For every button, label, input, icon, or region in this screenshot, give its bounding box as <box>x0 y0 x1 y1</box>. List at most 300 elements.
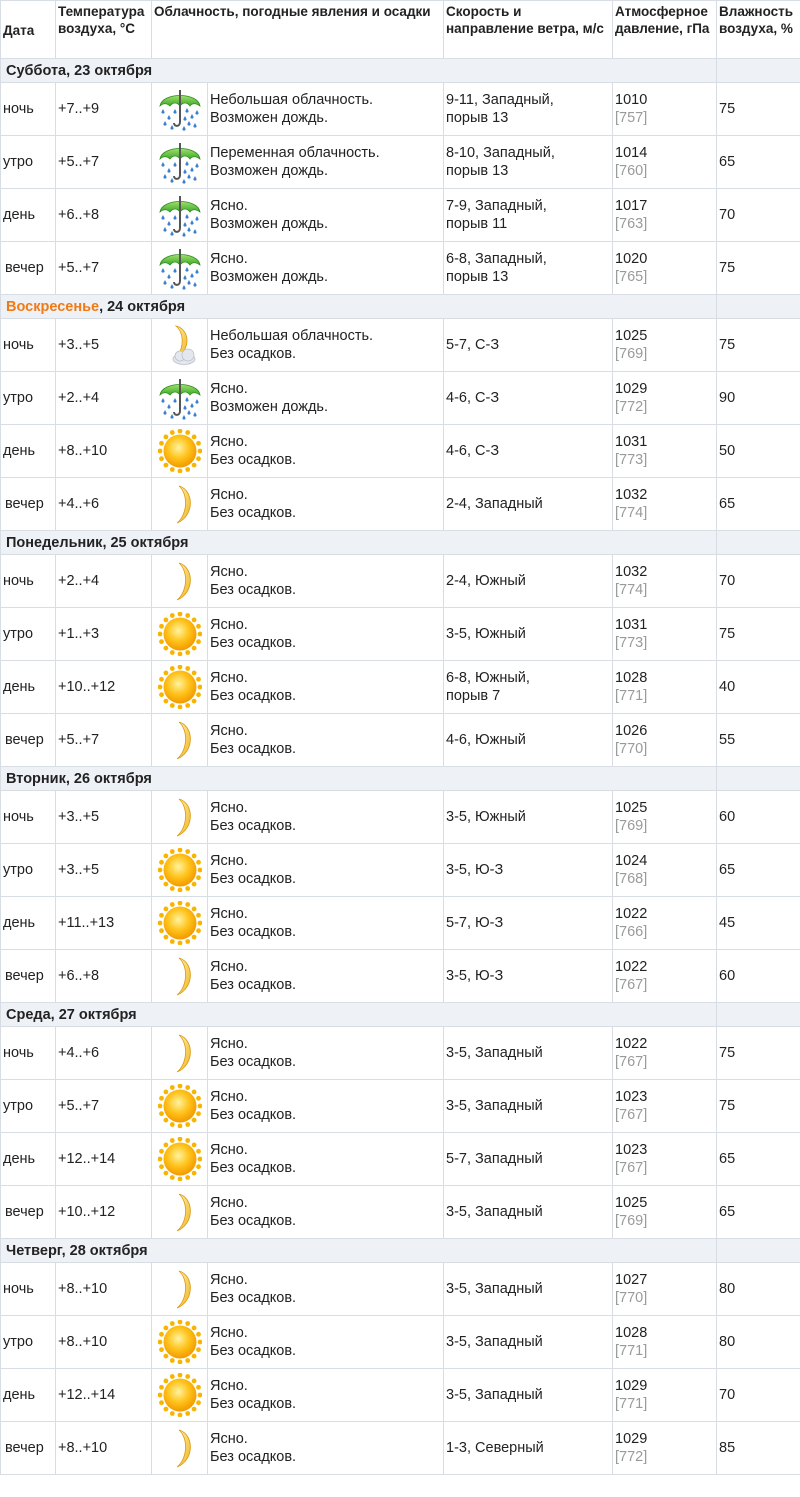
pressure-mmhg: [769] <box>615 1213 648 1229</box>
pressure-mmhg: [774] <box>615 582 648 598</box>
wind <box>444 425 613 478</box>
humidity: 40 <box>717 661 800 714</box>
time-of-day: вечер <box>1 1186 56 1239</box>
pressure-hpa: 1014 <box>615 145 648 161</box>
pressure-hpa: 1025 <box>615 800 648 816</box>
cloudiness: Ясно. <box>210 723 248 739</box>
temperature: +8..+10 <box>56 1263 152 1316</box>
pressure-hpa: 1022 <box>615 959 648 975</box>
conditions <box>208 242 444 295</box>
cloudiness: Ясно. <box>210 800 248 816</box>
wind-speed: 4-6, Южный <box>446 732 526 748</box>
conditions <box>208 1133 444 1186</box>
time-of-day: ночь <box>1 1263 56 1316</box>
moon-icon <box>152 791 208 844</box>
conditions <box>208 897 444 950</box>
time-of-day: день <box>1 661 56 714</box>
conditions <box>208 189 444 242</box>
cloudiness: Небольшая облачность. <box>210 92 374 108</box>
humidity: 75 <box>717 83 800 136</box>
temperature: +10..+12 <box>56 661 152 714</box>
temperature: +3..+5 <box>56 791 152 844</box>
moon-icon <box>152 478 208 531</box>
humidity: 75 <box>717 319 800 372</box>
wind <box>444 319 613 372</box>
cloudiness: Ясно. <box>210 1036 248 1052</box>
wind-speed: 3-5, Южный <box>446 626 526 642</box>
time-of-day: утро <box>1 1080 56 1133</box>
precipitation: Без осадков. <box>210 1449 297 1465</box>
wind <box>444 1316 613 1369</box>
precipitation: Без осадков. <box>210 505 297 521</box>
pressure <box>613 1369 717 1422</box>
time-of-day: ночь <box>1 555 56 608</box>
day-date: , 28 октября <box>61 1242 148 1259</box>
day-date: , 23 октября <box>66 62 153 79</box>
moon-icon <box>152 1027 208 1080</box>
conditions <box>208 372 444 425</box>
temperature: +5..+7 <box>56 714 152 767</box>
wind <box>444 844 613 897</box>
pressure-hpa: 1031 <box>615 434 648 450</box>
wind-speed: 5-7, С-З <box>446 337 500 353</box>
humidity: 75 <box>717 1027 800 1080</box>
conditions <box>208 608 444 661</box>
pressure-mmhg: [770] <box>615 741 648 757</box>
wind <box>444 1027 613 1080</box>
temperature: +8..+10 <box>56 1316 152 1369</box>
forecast-row <box>1 608 800 661</box>
sun-icon <box>152 897 208 950</box>
pressure-mmhg: [774] <box>615 505 648 521</box>
cloudiness: Ясно. <box>210 617 248 633</box>
wind-speed: 3-5, Ю-З <box>446 862 504 878</box>
humidity: 60 <box>717 950 800 1003</box>
humidity: 50 <box>717 425 800 478</box>
wind-speed: 7-9, Западный, <box>446 198 547 214</box>
precipitation: Без осадков. <box>210 688 297 704</box>
time-of-day: утро <box>1 608 56 661</box>
time-of-day: вечер <box>1 242 56 295</box>
time-of-day: день <box>1 189 56 242</box>
wind-gust: порыв 11 <box>446 216 508 232</box>
moon-icon <box>152 1263 208 1316</box>
temperature: +8..+10 <box>56 1422 152 1475</box>
humidity: 65 <box>717 136 800 189</box>
precipitation: Без осадков. <box>210 977 297 993</box>
pressure-hpa: 1010 <box>615 92 648 108</box>
time-of-day: утро <box>1 372 56 425</box>
pressure <box>613 478 717 531</box>
moon-cloud-icon <box>152 319 208 372</box>
cloudiness: Переменная облачность. <box>210 145 380 161</box>
wind-speed: 3-5, Западный <box>446 1281 543 1297</box>
cloudiness: Ясно. <box>210 670 248 686</box>
cloudiness: Ясно. <box>210 434 248 450</box>
precipitation: Без осадков. <box>210 452 297 468</box>
pressure <box>613 608 717 661</box>
forecast-row <box>1 372 800 425</box>
pressure-mmhg: [760] <box>615 163 648 179</box>
day-name: Суббота <box>6 62 67 79</box>
temperature: +3..+5 <box>56 319 152 372</box>
wind-speed: 2-4, Южный <box>446 573 526 589</box>
pressure-mmhg: [769] <box>615 346 648 362</box>
time-of-day: ночь <box>1 791 56 844</box>
pressure-mmhg: [768] <box>615 871 648 887</box>
pressure-hpa: 1022 <box>615 1036 648 1052</box>
precipitation: Возможен дождь. <box>210 269 328 285</box>
pressure-mmhg: [773] <box>615 452 648 468</box>
precipitation: Без осадков. <box>210 1343 297 1359</box>
sun-icon <box>152 425 208 478</box>
precipitation: Без осадков. <box>210 924 297 940</box>
pressure-hpa: 1029 <box>615 1378 648 1394</box>
pressure <box>613 714 717 767</box>
umbrella-rain-icon <box>152 242 208 295</box>
pressure-mmhg: [770] <box>615 1290 648 1306</box>
wind-speed: 3-5, Западный <box>446 1334 543 1350</box>
header-pressure: Атмосферное давление, гПа <box>613 1 717 59</box>
forecast-row <box>1 791 800 844</box>
wind <box>444 1080 613 1133</box>
temperature: +4..+6 <box>56 1027 152 1080</box>
wind <box>444 83 613 136</box>
temperature: +12..+14 <box>56 1133 152 1186</box>
conditions <box>208 1369 444 1422</box>
day-name: Среда <box>6 1006 51 1023</box>
pressure <box>613 897 717 950</box>
conditions <box>208 319 444 372</box>
pressure-mmhg: [766] <box>615 924 648 940</box>
wind <box>444 1422 613 1475</box>
cloudiness: Ясно. <box>210 1195 248 1211</box>
cloudiness: Ясно. <box>210 251 248 267</box>
cloudiness: Небольшая облачность. <box>210 328 374 344</box>
wind-speed: 6-8, Южный, <box>446 670 530 686</box>
wind <box>444 1263 613 1316</box>
cloudiness: Ясно. <box>210 487 248 503</box>
day-name: Понедельник <box>6 534 103 551</box>
pressure-mmhg: [771] <box>615 688 648 704</box>
pressure-hpa: 1023 <box>615 1089 648 1105</box>
wind-speed: 3-5, Южный <box>446 809 526 825</box>
pressure-hpa: 1028 <box>615 1325 648 1341</box>
forecast-row <box>1 242 800 295</box>
conditions <box>208 1080 444 1133</box>
humidity: 55 <box>717 714 800 767</box>
forecast-row <box>1 661 800 714</box>
sun-icon <box>152 1369 208 1422</box>
pressure <box>613 1080 717 1133</box>
wind-gust: порыв 13 <box>446 269 509 285</box>
precipitation: Без осадков. <box>210 818 297 834</box>
precipitation: Без осадков. <box>210 1213 297 1229</box>
pressure-hpa: 1025 <box>615 328 648 344</box>
pressure-hpa: 1020 <box>615 251 648 267</box>
wind <box>444 950 613 1003</box>
pressure <box>613 83 717 136</box>
pressure <box>613 1133 717 1186</box>
wind-speed: 3-5, Ю-З <box>446 968 504 984</box>
humidity: 60 <box>717 791 800 844</box>
pressure <box>613 555 717 608</box>
conditions <box>208 791 444 844</box>
precipitation: Без осадков. <box>210 1396 297 1412</box>
forecast-row <box>1 714 800 767</box>
day-header <box>1 295 800 319</box>
humidity: 70 <box>717 1369 800 1422</box>
conditions <box>208 425 444 478</box>
pressure <box>613 319 717 372</box>
conditions <box>208 950 444 1003</box>
pressure-mmhg: [757] <box>615 110 648 126</box>
wind-gust: порыв 13 <box>446 163 509 179</box>
umbrella-rain-icon <box>152 83 208 136</box>
moon-icon <box>152 714 208 767</box>
precipitation: Без осадков. <box>210 346 297 362</box>
temperature: +6..+8 <box>56 189 152 242</box>
temperature: +4..+6 <box>56 478 152 531</box>
day-header <box>1 59 800 83</box>
humidity: 75 <box>717 242 800 295</box>
pressure <box>613 791 717 844</box>
day-header <box>1 767 800 791</box>
humidity: 75 <box>717 1080 800 1133</box>
time-of-day: ночь <box>1 83 56 136</box>
wind-speed: 1-3, Северный <box>446 1440 544 1456</box>
day-date: , 24 октября <box>99 298 186 315</box>
sun-icon <box>152 844 208 897</box>
forecast-row <box>1 1027 800 1080</box>
forecast-body <box>1 59 800 1475</box>
temperature: +2..+4 <box>56 555 152 608</box>
temperature: +12..+14 <box>56 1369 152 1422</box>
pressure-hpa: 1023 <box>615 1142 648 1158</box>
time-of-day: ночь <box>1 319 56 372</box>
wind-speed: 3-5, Западный <box>446 1045 543 1061</box>
pressure-mmhg: [769] <box>615 818 648 834</box>
sun-icon <box>152 1080 208 1133</box>
header-clouds: Облачность, погодные явления и осадки <box>152 1 444 59</box>
wind-speed: 3-5, Западный <box>446 1204 543 1220</box>
humidity: 70 <box>717 189 800 242</box>
forecast-row <box>1 1422 800 1475</box>
temperature: +11..+13 <box>56 897 152 950</box>
cloudiness: Ясно. <box>210 1272 248 1288</box>
pressure <box>613 661 717 714</box>
day-date: , 26 октября <box>65 770 152 787</box>
pressure-mmhg: [772] <box>615 399 648 415</box>
pressure <box>613 372 717 425</box>
pressure-hpa: 1031 <box>615 617 648 633</box>
pressure-hpa: 1024 <box>615 853 648 869</box>
conditions <box>208 555 444 608</box>
wind <box>444 242 613 295</box>
cloudiness: Ясно. <box>210 1378 248 1394</box>
cloudiness: Ясно. <box>210 1431 248 1447</box>
pressure-mmhg: [771] <box>615 1343 648 1359</box>
temperature: +5..+7 <box>56 136 152 189</box>
pressure <box>613 1186 717 1239</box>
temperature: +6..+8 <box>56 950 152 1003</box>
time-of-day: день <box>1 425 56 478</box>
pressure-mmhg: [771] <box>615 1396 648 1412</box>
pressure-hpa: 1017 <box>615 198 648 214</box>
header-date: Дата <box>1 1 56 59</box>
precipitation: Без осадков. <box>210 635 297 651</box>
moon-icon <box>152 1422 208 1475</box>
wind-speed: 2-4, Западный <box>446 496 543 512</box>
humidity: 80 <box>717 1263 800 1316</box>
day-name: Воскресенье <box>6 298 100 315</box>
wind <box>444 555 613 608</box>
conditions <box>208 1186 444 1239</box>
cloudiness: Ясно. <box>210 1142 248 1158</box>
wind-speed: 5-7, Западный <box>446 1151 543 1167</box>
forecast-row <box>1 83 800 136</box>
wind <box>444 1186 613 1239</box>
pressure-mmhg: [767] <box>615 1160 648 1176</box>
forecast-row <box>1 136 800 189</box>
temperature: +7..+9 <box>56 83 152 136</box>
pressure <box>613 1422 717 1475</box>
pressure-mmhg: [763] <box>615 216 648 232</box>
day-date: , 27 октября <box>50 1006 137 1023</box>
precipitation: Возможен дождь. <box>210 163 328 179</box>
forecast-row <box>1 1186 800 1239</box>
temperature: +5..+7 <box>56 242 152 295</box>
conditions <box>208 661 444 714</box>
conditions <box>208 714 444 767</box>
wind <box>444 608 613 661</box>
conditions <box>208 136 444 189</box>
humidity: 65 <box>717 1133 800 1186</box>
conditions <box>208 1263 444 1316</box>
time-of-day: ночь <box>1 1027 56 1080</box>
precipitation: Без осадков. <box>210 1160 297 1176</box>
pressure <box>613 950 717 1003</box>
humidity: 75 <box>717 608 800 661</box>
wind <box>444 661 613 714</box>
pressure-mmhg: [767] <box>615 1054 648 1070</box>
precipitation: Без осадков. <box>210 1107 297 1123</box>
wind-speed: 6-8, Западный, <box>446 251 547 267</box>
cloudiness: Ясно. <box>210 564 248 580</box>
humidity: 90 <box>717 372 800 425</box>
pressure <box>613 242 717 295</box>
time-of-day: день <box>1 1369 56 1422</box>
sun-icon <box>152 1133 208 1186</box>
header-humidity: Влажность воздуха, % <box>717 1 800 59</box>
pressure-hpa: 1029 <box>615 381 648 397</box>
humidity: 65 <box>717 478 800 531</box>
wind-speed: 4-6, С-З <box>446 443 500 459</box>
time-of-day: утро <box>1 844 56 897</box>
time-of-day: утро <box>1 136 56 189</box>
wind <box>444 1369 613 1422</box>
wind-speed: 3-5, Западный <box>446 1387 543 1403</box>
wind <box>444 791 613 844</box>
cloudiness: Ясно. <box>210 959 248 975</box>
pressure-mmhg: [767] <box>615 977 648 993</box>
wind <box>444 897 613 950</box>
pressure-hpa: 1026 <box>615 723 648 739</box>
wind <box>444 1133 613 1186</box>
conditions <box>208 478 444 531</box>
pressure-mmhg: [772] <box>615 1449 648 1465</box>
forecast-row <box>1 478 800 531</box>
pressure-mmhg: [773] <box>615 635 648 651</box>
moon-icon <box>152 555 208 608</box>
header-wind: Скорость и направление ветра, м/с <box>444 1 613 59</box>
day-header <box>1 1239 800 1263</box>
conditions <box>208 1316 444 1369</box>
conditions <box>208 844 444 897</box>
wind-speed: 5-7, Ю-З <box>446 915 504 931</box>
pressure-hpa: 1025 <box>615 1195 648 1211</box>
cloudiness: Ясно. <box>210 1089 248 1105</box>
wind <box>444 478 613 531</box>
pressure-hpa: 1032 <box>615 564 648 580</box>
pressure-hpa: 1022 <box>615 906 648 922</box>
pressure <box>613 1316 717 1369</box>
day-header <box>1 531 800 555</box>
moon-icon <box>152 1186 208 1239</box>
precipitation: Без осадков. <box>210 1290 297 1306</box>
humidity: 85 <box>717 1422 800 1475</box>
pressure-hpa: 1032 <box>615 487 648 503</box>
precipitation: Без осадков. <box>210 871 297 887</box>
pressure <box>613 1263 717 1316</box>
pressure-mmhg: [767] <box>615 1107 648 1123</box>
cloudiness: Ясно. <box>210 1325 248 1341</box>
precipitation: Без осадков. <box>210 582 297 598</box>
umbrella-rain-icon <box>152 372 208 425</box>
forecast-row <box>1 1133 800 1186</box>
precipitation: Возможен дождь. <box>210 110 328 126</box>
cloudiness: Ясно. <box>210 853 248 869</box>
header-row <box>1 1 800 59</box>
forecast-row <box>1 1080 800 1133</box>
wind <box>444 372 613 425</box>
pressure <box>613 425 717 478</box>
pressure <box>613 189 717 242</box>
wind-speed: 8-10, Западный, <box>446 145 555 161</box>
pressure-hpa: 1027 <box>615 1272 648 1288</box>
wind <box>444 136 613 189</box>
wind-speed: 9-11, Западный, <box>446 92 554 108</box>
day-header <box>1 1003 800 1027</box>
day-name: Вторник <box>6 770 66 787</box>
day-name: Четверг <box>6 1242 62 1259</box>
wind-gust: порыв 13 <box>446 110 509 126</box>
forecast-row <box>1 1263 800 1316</box>
time-of-day: вечер <box>1 1422 56 1475</box>
cloudiness: Ясно. <box>210 198 248 214</box>
forecast-row <box>1 844 800 897</box>
temperature: +5..+7 <box>56 1080 152 1133</box>
temperature: +8..+10 <box>56 425 152 478</box>
pressure <box>613 844 717 897</box>
forecast-row <box>1 897 800 950</box>
temperature: +2..+4 <box>56 372 152 425</box>
humidity: 70 <box>717 555 800 608</box>
sun-icon <box>152 1316 208 1369</box>
time-of-day: вечер <box>1 950 56 1003</box>
precipitation: Возможен дождь. <box>210 399 328 415</box>
time-of-day: утро <box>1 1316 56 1369</box>
